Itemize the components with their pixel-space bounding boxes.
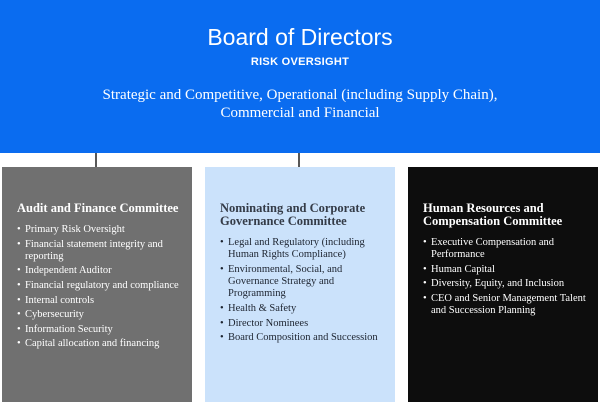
committee-responsibilities — [17, 224, 180, 351]
list-item: • Diversity, Equity, and Inclusion — [423, 278, 586, 290]
hr-compensation-committee — [408, 167, 598, 402]
committee-responsibilities — [220, 237, 383, 345]
list-item: • Executive Compensation and Performance — [423, 237, 586, 262]
list-item: • Board Composition and Succession — [220, 332, 383, 344]
risk-oversight-label: RISK OVERSIGHT — [250, 56, 350, 68]
list-item: • Human Capital — [423, 264, 586, 276]
list-item: • Primary Risk Oversight — [17, 224, 180, 236]
committee-responsibilities — [423, 237, 586, 318]
list-item: • Health & Safety — [220, 303, 383, 315]
board-title: Board of Directors — [207, 24, 393, 50]
board-risk-description: Strategic and Competitive, Operational (including Supply Chain), Commercial and Financial — [102, 87, 498, 121]
list-item: • Environmental, Social, and Governance Strategy and Programming — [220, 264, 383, 301]
list-item: • Legal and Regulatory (including Human Rights Compliance) — [220, 237, 383, 262]
list-item: • Cybersecurity — [17, 309, 180, 321]
list-item: • Internal controls — [17, 295, 180, 307]
board-header — [0, 0, 600, 153]
committee-title: Human Resources and Compensation Committee — [423, 201, 563, 228]
committee-title: Audit and Finance Committee — [17, 201, 179, 215]
committee-title: Nominating and Corporate Governance Committee — [220, 201, 366, 228]
list-item: • Financial regulatory and compliance — [17, 280, 180, 292]
list-item: • Capital allocation and financing — [17, 338, 180, 350]
list-item: • Director Nominees — [220, 318, 383, 330]
list-item: • Financial statement integrity and reporting — [17, 239, 180, 264]
list-item: • Independent Auditor — [17, 265, 180, 277]
list-item: • Information Security — [17, 324, 180, 336]
nominating-governance-committee — [205, 167, 395, 402]
list-item: • CEO and Senior Management Talent and Succession Planning — [423, 293, 586, 318]
audit-finance-committee — [2, 167, 192, 402]
